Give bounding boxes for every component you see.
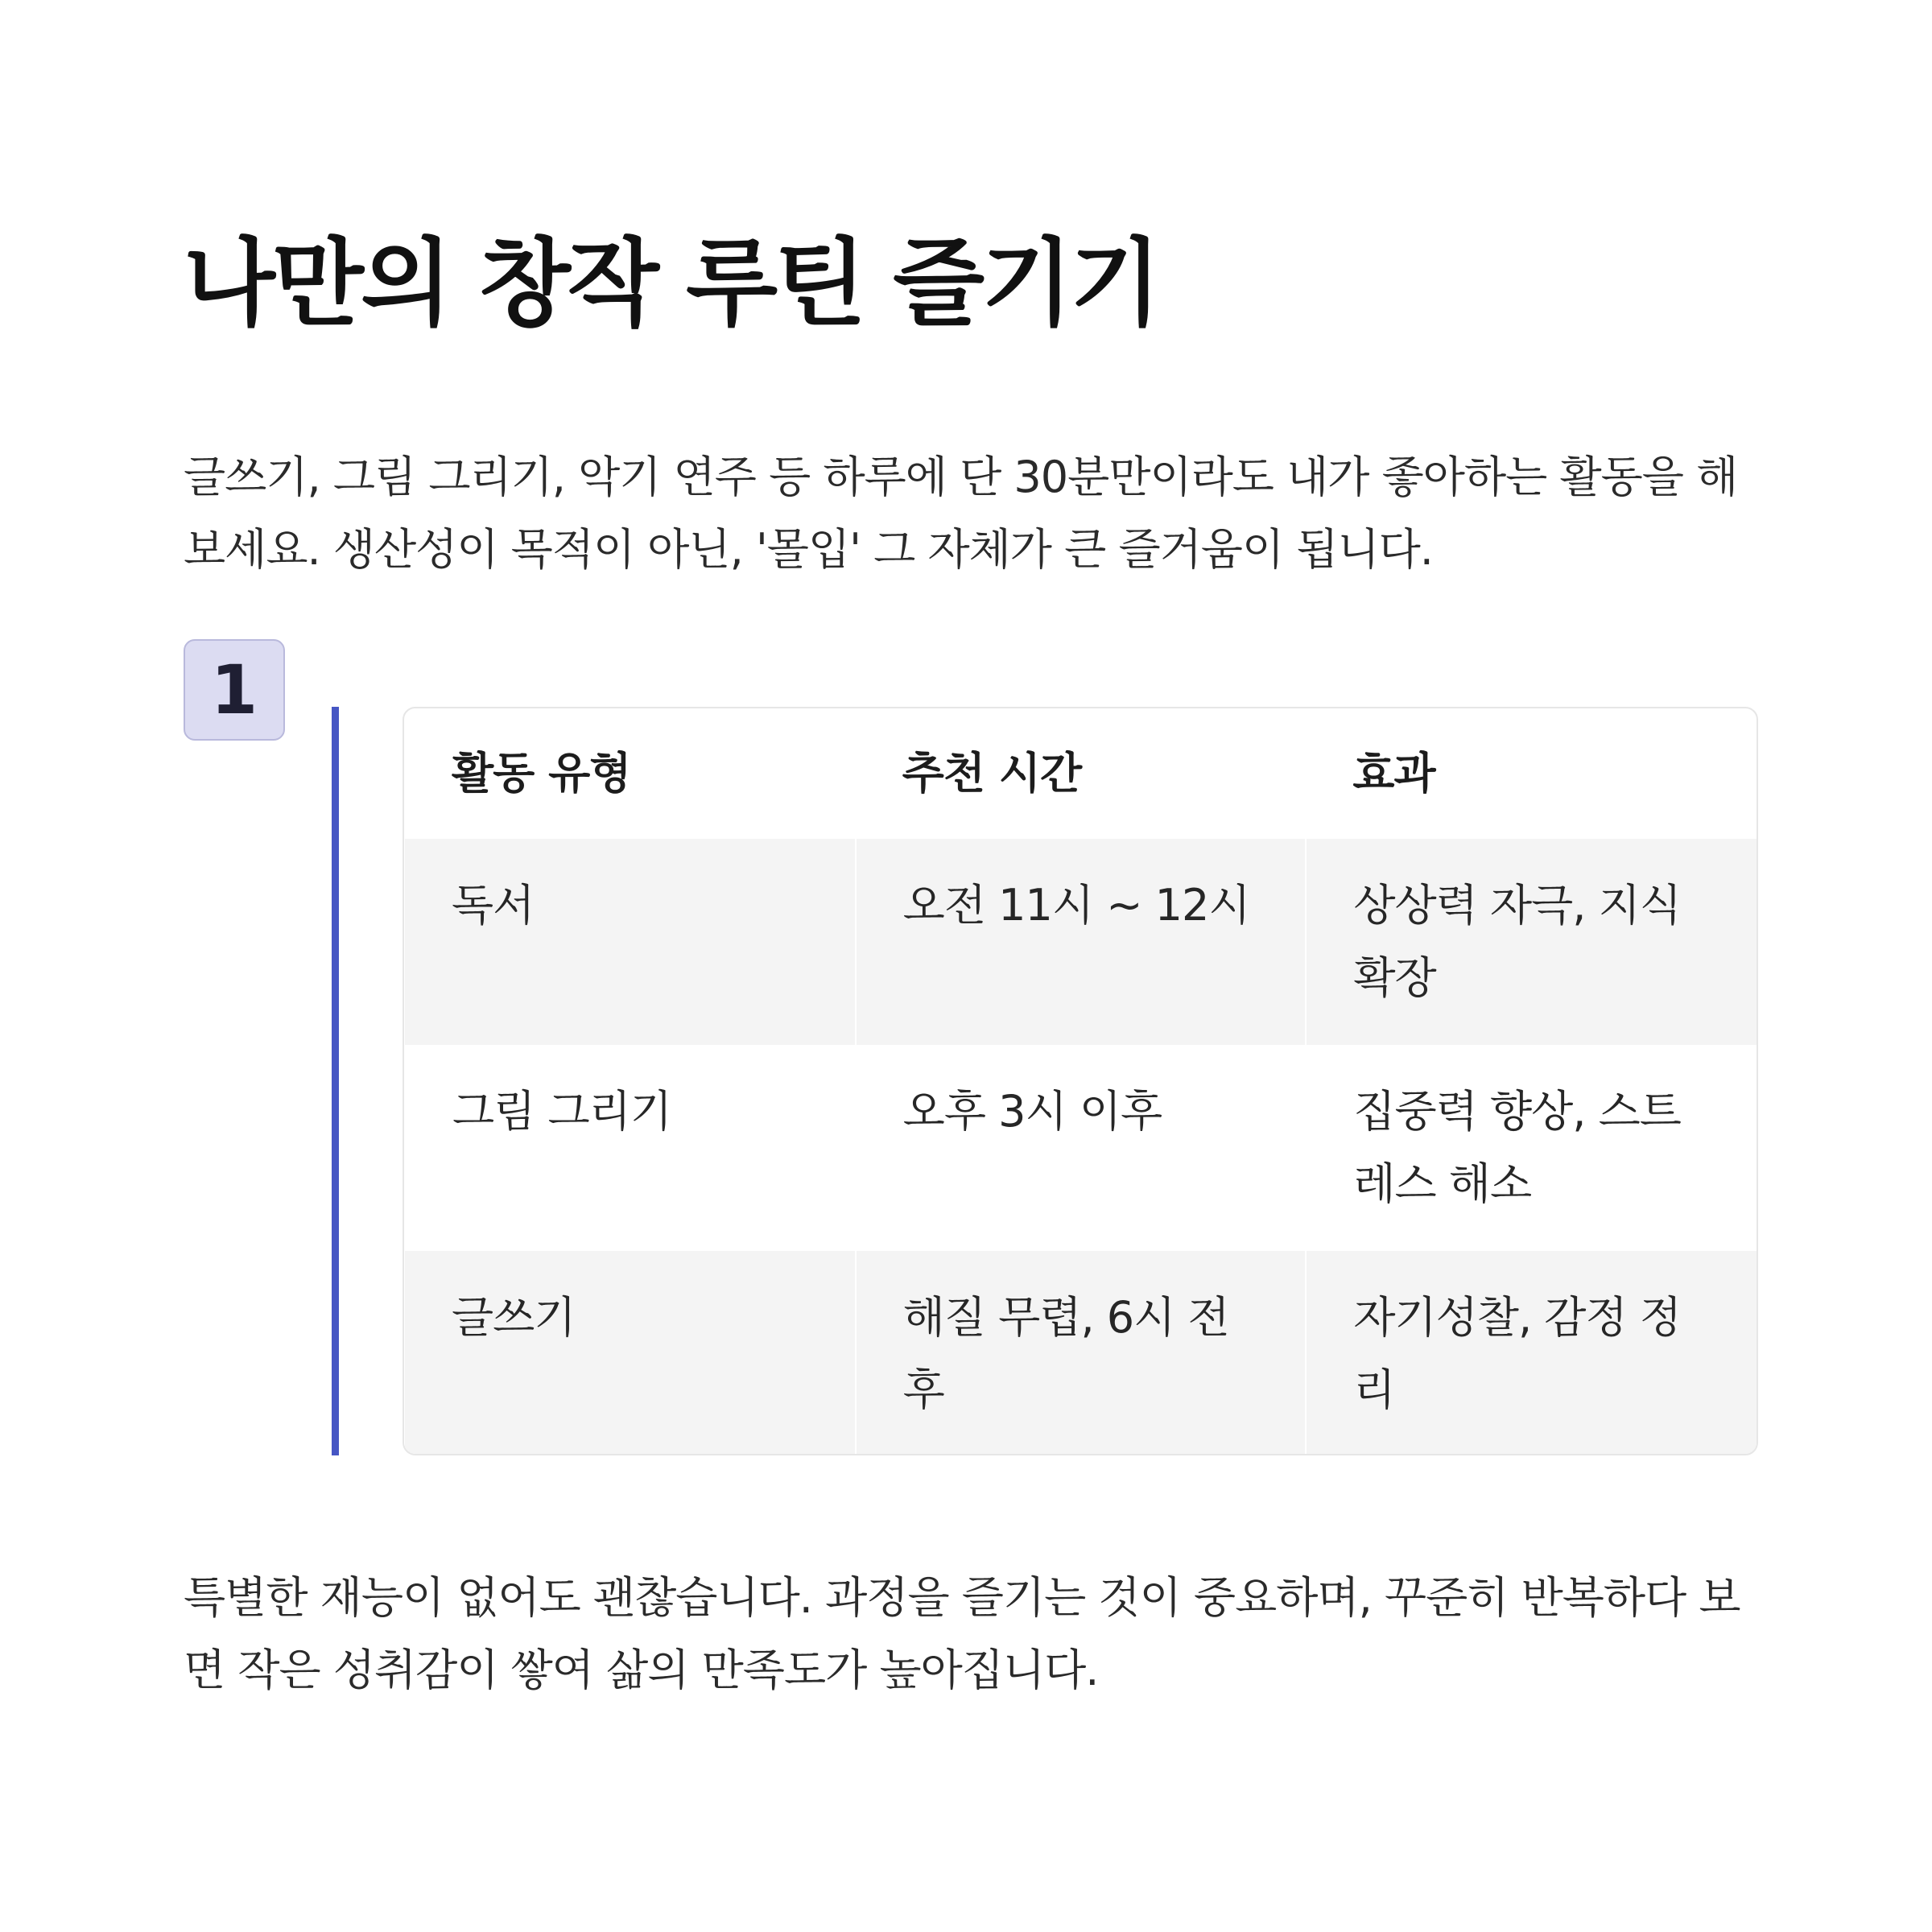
cell-time: 오후 3시 이후 xyxy=(856,1045,1307,1251)
blockquote-accent-bar xyxy=(332,707,339,1455)
cell-activity: 독서 xyxy=(405,839,856,1045)
page-title: 나만의 창작 루틴 즐기기 xyxy=(184,228,1159,339)
intro-paragraph: 글쓰기, 그림 그리기, 악기 연주 등 하루에 단 30분만이라도 내가 좋아하는 활동을 해보세요. 생산성이 목적이 아닌, '몰입' 그 자체가 큰 즐거움이 됩니다. xyxy=(184,452,1738,575)
routine-table xyxy=(404,708,1757,1455)
outro-paragraph: 특별한 재능이 없어도 괜찮습니다. 과정을 즐기는 것이 중요하며, 꾸준히 반복하다 보면 작은 성취감이 쌓여 삶의 만족도가 높아집니다. xyxy=(184,1572,1740,1695)
cell-effect: 자기성찰, 감정 정리 xyxy=(1306,1251,1757,1455)
table-row xyxy=(405,1045,1757,1251)
table-header-row xyxy=(405,708,1757,839)
header-effect: 효과 xyxy=(1352,748,1435,799)
cell-time: 오전 11시 ~ 12시 xyxy=(856,839,1307,1045)
table-row xyxy=(405,839,1757,1045)
table-row xyxy=(405,1251,1757,1455)
cell-activity: 글쓰기 xyxy=(405,1251,856,1455)
header-recommended-time: 추천 시간 xyxy=(902,748,1082,799)
cell-time: 해질 무렵, 6시 전후 xyxy=(856,1251,1307,1455)
cell-activity: 그림 그리기 xyxy=(405,1045,856,1251)
step-number-badge: 1 xyxy=(184,639,285,741)
cell-effect: 집중력 향상, 스트레스 해소 xyxy=(1306,1045,1757,1251)
header-activity-type: 활동 유형 xyxy=(452,748,631,799)
routine-table-card xyxy=(402,707,1758,1455)
cell-effect: 상상력 자극, 지식 확장 xyxy=(1306,839,1757,1045)
